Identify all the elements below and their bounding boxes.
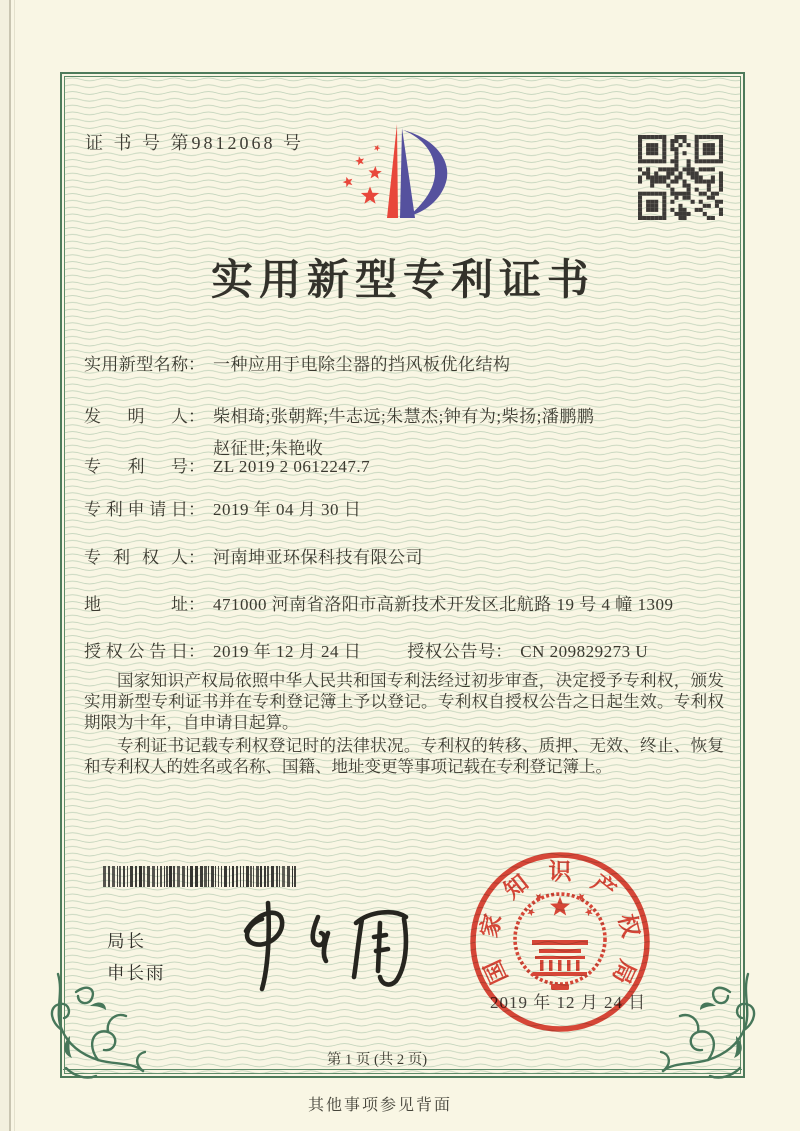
corner-flourish-left-icon bbox=[46, 972, 146, 1087]
official-seal bbox=[465, 847, 655, 1037]
field-address bbox=[84, 590, 674, 615]
svg-text:家: 家 bbox=[476, 911, 507, 940]
field-value-line2: 赵征世;朱艳收 bbox=[213, 439, 324, 458]
certificate-title: 实用新型专利证书 bbox=[210, 258, 595, 304]
logo-red-wedge bbox=[387, 124, 398, 218]
field-application-date bbox=[84, 495, 361, 520]
svg-text:局: 局 bbox=[607, 956, 641, 988]
field-label: 地址 bbox=[84, 595, 188, 614]
svg-text:识: 识 bbox=[548, 859, 572, 884]
colon: ： bbox=[188, 407, 205, 426]
colon: ： bbox=[188, 548, 205, 567]
svg-text:权: 权 bbox=[613, 911, 644, 940]
field-label: 专利号 bbox=[84, 457, 188, 476]
svg-text:产: 产 bbox=[586, 869, 621, 904]
seal-date: 2019 年 12 月 24 日 bbox=[490, 993, 647, 1012]
spine-line bbox=[9, 0, 11, 1131]
corner-flourish-right-icon bbox=[660, 972, 760, 1087]
field-value: 柴相琦;张朝辉;牛志远;朱慧杰;钟有为;柴扬;潘鹏鹏 bbox=[213, 407, 595, 426]
commissioner-post-label: 局长 bbox=[107, 931, 146, 951]
field-label: 授权公告日 bbox=[84, 642, 188, 661]
field-value: 河南坤亚环保科技有限公司 bbox=[213, 548, 423, 567]
legal-paragraph-1: 国家知识产权局依照中华人民共和国专利法经过初步审查，决定授予专利权，颁发实用新型专利证书并在专利登记簿上予以登记。专利权自授权公告之日起生效。专利权期限为十年，自申请日起算。 bbox=[84, 671, 724, 732]
field-inventors bbox=[84, 402, 729, 459]
field-label: 专利申请日 bbox=[84, 500, 188, 519]
colon: ： bbox=[188, 500, 205, 519]
back-side-note: 其他事项参见背面 bbox=[307, 1097, 452, 1114]
colon: ： bbox=[188, 457, 205, 476]
field-label: 专利权人 bbox=[84, 548, 188, 567]
field-value: 一种应用于电除尘器的挡风板优化结构 bbox=[213, 355, 511, 374]
qr-code bbox=[638, 135, 723, 220]
logo-blue-wedge bbox=[400, 128, 415, 218]
field-value: 471000 河南省洛阳市高新技术开发区北航路 19 号 4 幢 1309 bbox=[213, 595, 674, 614]
field-value: CN 209829273 U bbox=[520, 642, 649, 661]
field-label: 实用新型名称 bbox=[84, 355, 188, 374]
national-emblem-icon bbox=[515, 893, 605, 990]
commissioner-name: 申长雨 bbox=[107, 963, 166, 983]
svg-text:国: 国 bbox=[479, 956, 513, 988]
signature bbox=[228, 892, 423, 994]
colon: ： bbox=[188, 642, 205, 661]
field-value: 2019 年 04 月 30 日 bbox=[213, 500, 362, 519]
field-grant-row bbox=[84, 637, 648, 662]
field-value: 2019 年 12 月 24 日 bbox=[213, 642, 362, 661]
field-label: 发明人 bbox=[84, 407, 188, 426]
certificate-number: 证 书 号 第9812068 号 bbox=[85, 133, 304, 153]
field-patentee bbox=[84, 543, 423, 568]
page-left-edge bbox=[0, 0, 9, 1131]
spine-line-inner bbox=[14, 0, 15, 1131]
field-patent-number bbox=[84, 452, 370, 477]
legal-paragraph-2: 专利证书记载专利权登记时的法律状况。专利权的转移、质押、无效、终止、恢复和专利权人的姓名或名称、国籍、地址变更等事项记载在专利登记簿上。 bbox=[84, 736, 724, 777]
field-value: ZL 2019 2 0612247.7 bbox=[213, 457, 371, 476]
colon: ： bbox=[188, 595, 205, 614]
cnipa-logo-icon bbox=[335, 116, 460, 228]
legal-text bbox=[84, 671, 724, 781]
barcode bbox=[103, 866, 298, 887]
svg-text:知: 知 bbox=[499, 869, 534, 904]
colon: ： bbox=[188, 355, 205, 374]
field-label: 授权公告号 bbox=[407, 642, 496, 661]
colon: ： bbox=[495, 642, 513, 661]
field-utility-model-name bbox=[84, 350, 511, 375]
page-number: 第 1 页 (共 2 页) bbox=[326, 1052, 428, 1068]
